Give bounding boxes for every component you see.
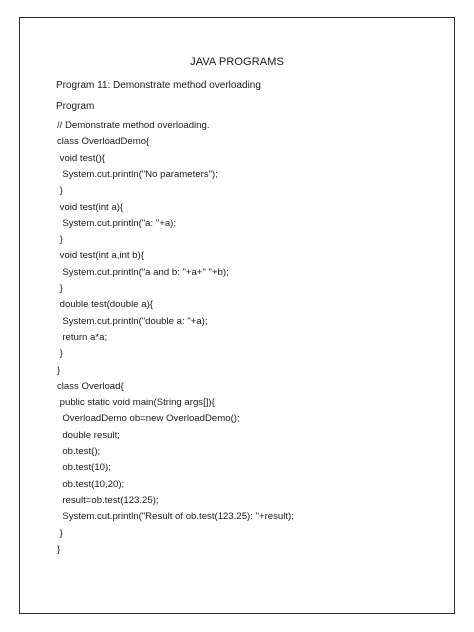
code-line: } — [57, 283, 63, 294]
code-line: System.cut.println("a and b: "+a+" "+b); — [57, 267, 229, 278]
document-title: JAVA PROGRAMS — [190, 56, 284, 68]
program-heading: Program 11: Demonstrate method overloading — [56, 80, 261, 91]
code-line: System.cut.println("double a: "+a); — [57, 316, 208, 327]
code-line: } — [57, 185, 63, 196]
code-line: ob.test(10,20); — [57, 479, 125, 490]
code-line: return a*a; — [57, 332, 108, 343]
code-line: ob.test(10); — [57, 462, 111, 473]
code-line: void test(int a,int b){ — [57, 250, 144, 261]
code-line: double test(double a){ — [57, 299, 154, 310]
code-line: System.cut.println("No parameters"); — [57, 169, 218, 180]
code-line: OverloadDemo ob=new OverloadDemo(); — [57, 413, 240, 424]
code-line: void test(){ — [57, 153, 105, 164]
code-line: } — [57, 528, 63, 539]
code-line: class Overload{ — [57, 381, 124, 392]
code-line: result=ob.test(123.25); — [57, 495, 159, 506]
code-line: } — [57, 365, 61, 376]
code-line: System.cut.println("Result of ob.test(123.25): "+result); — [57, 511, 294, 522]
code-line: // Demonstrate method overloading. — [57, 120, 210, 131]
program-label: Program — [56, 101, 95, 112]
code-line: class OverloadDemo{ — [57, 136, 150, 147]
code-line: double result; — [57, 430, 120, 441]
code-line: } — [57, 234, 63, 245]
code-line: public static void main(String args[]){ — [57, 397, 215, 408]
code-line: void test(int a){ — [57, 202, 124, 213]
code-line: ob.test(); — [57, 446, 101, 457]
code-line: } — [57, 544, 61, 555]
code-line: System.cut.println("a: "+a); — [57, 218, 177, 229]
code-line: } — [57, 348, 63, 359]
